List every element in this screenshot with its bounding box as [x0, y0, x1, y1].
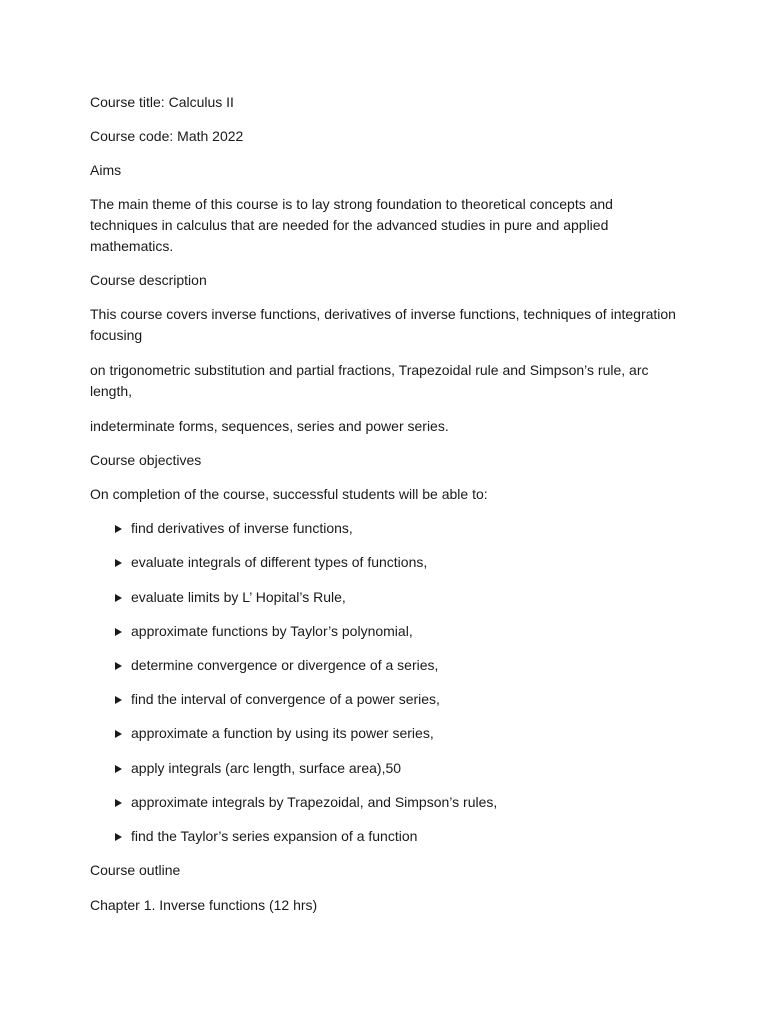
- objective-text: evaluate integrals of different types of functions,: [131, 554, 428, 570]
- arrowhead-bullet-icon: [115, 628, 122, 636]
- aims-text-line-3: mathematics.: [90, 238, 174, 254]
- arrowhead-bullet-icon: [115, 799, 122, 807]
- course-title: Course title: Calculus II: [90, 94, 234, 110]
- description-p1-line-1: This course covers inverse functions, derivatives of inverse functions, techniques of integration: [90, 306, 676, 322]
- description-p3: indeterminate forms, sequences, series and power series.: [90, 418, 449, 434]
- arrowhead-bullet-icon: [115, 559, 122, 567]
- objective-item: [115, 689, 440, 710]
- objective-item: [115, 758, 401, 779]
- objective-text: find the interval of convergence of a power series,: [131, 691, 440, 707]
- description-p1-line-2: focusing: [90, 327, 143, 343]
- objectives-heading: Course objectives: [90, 452, 202, 468]
- aims-heading: Aims: [90, 162, 122, 178]
- arrowhead-bullet-icon: [115, 662, 122, 670]
- objective-text: evaluate limits by L’ Hopital’s Rule,: [131, 589, 346, 605]
- objective-item: [115, 621, 413, 642]
- objective-item: [115, 792, 497, 813]
- objectives-intro: On completion of the course, successful students will be able to:: [90, 486, 488, 502]
- objective-item: [115, 826, 417, 847]
- objective-text: find the Taylor’s series expansion of a function: [131, 828, 418, 844]
- objective-text: find derivatives of inverse functions,: [131, 520, 353, 536]
- description-p2-line-2: length,: [90, 383, 133, 399]
- objective-text: apply integrals (arc length, surface area),50: [131, 760, 402, 776]
- objective-text: determine convergence or divergence of a series,: [131, 657, 439, 673]
- aims-text-line-1: The main theme of this course is to lay strong foundation to theoretical concepts and: [90, 196, 613, 212]
- description-p2-line-1: on trigonometric substitution and partial fractions, Trapezoidal rule and Simpson’s rule, arc: [90, 362, 649, 378]
- objective-item: [115, 723, 434, 744]
- aims-text-line-2: techniques in calculus that are needed for the advanced studies in pure and applied: [90, 217, 609, 233]
- arrowhead-bullet-icon: [115, 594, 122, 602]
- objective-text: approximate integrals by Trapezoidal, and Simpson’s rules,: [131, 794, 498, 810]
- chapter-1-title: Chapter 1. Inverse functions (12 hrs): [90, 897, 318, 913]
- objective-item: [115, 518, 353, 539]
- arrowhead-bullet-icon: [115, 765, 122, 773]
- objective-text: approximate a function by using its power series,: [131, 725, 434, 741]
- objective-item: [115, 655, 438, 676]
- objective-text: approximate functions by Taylor’s polynomial,: [131, 623, 413, 639]
- arrowhead-bullet-icon: [115, 525, 122, 533]
- arrowhead-bullet-icon: [115, 696, 122, 704]
- arrowhead-bullet-icon: [115, 730, 122, 738]
- description-heading: Course description: [90, 272, 207, 288]
- arrowhead-bullet-icon: [115, 833, 122, 841]
- objective-item: [115, 552, 427, 573]
- outline-heading: Course outline: [90, 862, 181, 878]
- objective-item: [115, 587, 346, 608]
- course-code: Course code: Math 2022: [90, 128, 244, 144]
